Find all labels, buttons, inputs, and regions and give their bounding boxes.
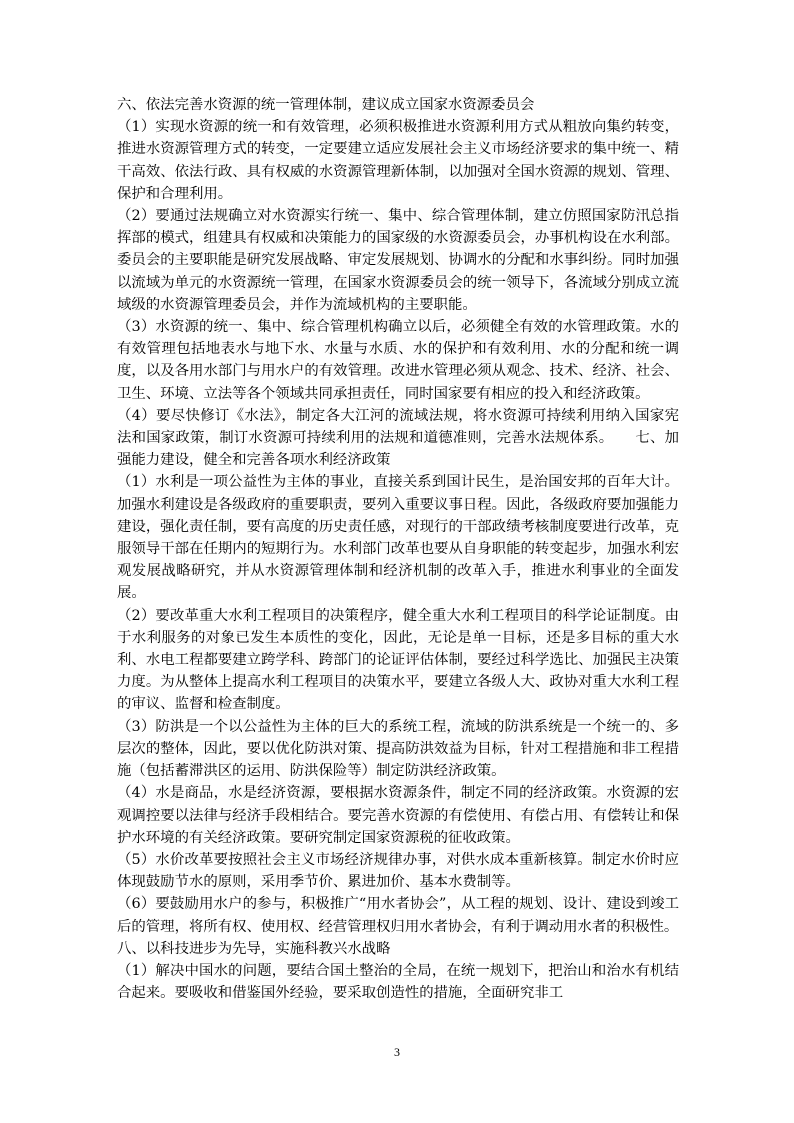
paragraph: （1）解决中国水的问题，要结合国土整治的全局，在统一规划下，把治山和治水有机结合起来。要吸收和借鉴国外经验，要采取创造性的措施，全面研究非工 [117, 962, 679, 1002]
paragraph-with-section-heading-seven: （4）要尽快修订《水法》，制定各大江河的流域法规，将水资源可持续利用纳入国家宪法和国家政策，制订水资源可持续利用的法规和道德准则，完善水法规体系。 七、加强能力建设，健全和完善各项水利经济政策 [117, 407, 679, 469]
section-heading-six: 六、依法完善水资源的统一管理体制，建议成立国家水资源委员会 [117, 97, 535, 113]
section-heading-eight: 八、以科技进步为先导，实施科教兴水战略 [117, 940, 391, 957]
paragraph: （1）实现水资源的统一和有效管理，必须积极推进水资源利用方式从粗放向集约转变，推进水资源管理方式的转变，一定要建立适应发展社会主义市场经济要求的集中统一、精干高效、依法行政、具有权威的水资源管理新体制，以加强对全国水资源的规划、管理、保护和合理利用。 [117, 119, 679, 202]
paragraph: （4）水是商品，水是经济资源，要根据水资源条件，制定不同的经济政策。水资源的宏观调控要以法律与经济手段相结合。要完善水资源的有偿使用、有偿占用、有偿转让和保护水环境的有关经济政策。要研究制定国家资源税的征收政策。 [117, 785, 679, 846]
paragraph: （5）水价改革要按照社会主义市场经济规律办事，对供水成本重新核算。制定水价时应体现鼓励节水的原则，采用季节价、累进加价、基本水费制等。 [117, 851, 679, 891]
paragraph: （2）要通过法规确立对水资源实行统一、集中、综合管理体制，建立仿照国家防汛总指挥部的模式，组建具有权威和决策能力的国家级的水资源委员会，办事机构设在水利部。委员会的主要职能是研究发展战略、审定发展规划、协调水的分配和水事纠纷。同时加强以流域为单元的水资源统一管理，在国家水资源委员会的统一领导下，各流域分别成立流域级的水资源管理委员会，并作为流域机构的主要职能。 [117, 208, 679, 313]
paragraph: （3）水资源的统一、集中、综合管理机构确立以后，必须健全有效的水管理政策。水的有效管理包括地表水与地下水、水量与水质、水的保护和有效利用、水的分配和统一调度，以及各用水部门与用水户的有效管理。改进水管理必须从观念、技术、经济、社会、卫生、环境、立法等各个领域共同承担责任，同时国家要有相应的投入和经济政策。 [117, 319, 679, 402]
paragraph: （2）要改革重大水利工程项目的决策程序，健全重大水利工程项目的科学论证制度。由于水利服务的对象已发生本质性的变化，因此，无论是单一目标，还是多目标的重大水利、水电工程都要建立跨学科、跨部门的论证评估体制，要经过科学选比、加强民主决策力度。为从整体上提高水利工程项目的决策水平，要建立各级人大、政协对重大水利工程的审议、监督和检查制度。 [117, 607, 679, 713]
page-number: 3 [394, 1045, 400, 1059]
paragraph: （1）水利是一项公益性为主体的事业，直接关系到国计民生，是治国安邦的百年大计。加强水利建设是各级政府的重要职责，要列入重要议事日程。因此，各级政府要加强能力建设，强化责任制，要有高度的历史责任感，对现行的干部政绩考核制度要进行改革，克服领导干部在任期内的短期行为。水利部门改革也要从自身职能的转变起步，加强水利宏观发展战略研究，并从水资源管理体制和经济机制的改革入手，推进水利事业的全面发展。 [117, 474, 679, 602]
paragraph: （3）防洪是一个以公益性为主体的巨大的系统工程，流域的防洪系统是一个统一的、多层次的整体，因此，要以优化防洪对策、提高防洪效益为目标，针对工程措施和非工程措施（包括蓄滞洪区的运用、防洪保险等）制定防洪经济政策。 [117, 718, 679, 780]
paragraph: （6）要鼓励用水户的参与，积极推广“用水者协会”，从工程的规划、设计、建设到竣工后的管理，将所有权、使用权、经营管理权归用水者协会，有利于调动用水者的积极性。 [117, 896, 679, 935]
document-body [117, 94, 679, 1004]
